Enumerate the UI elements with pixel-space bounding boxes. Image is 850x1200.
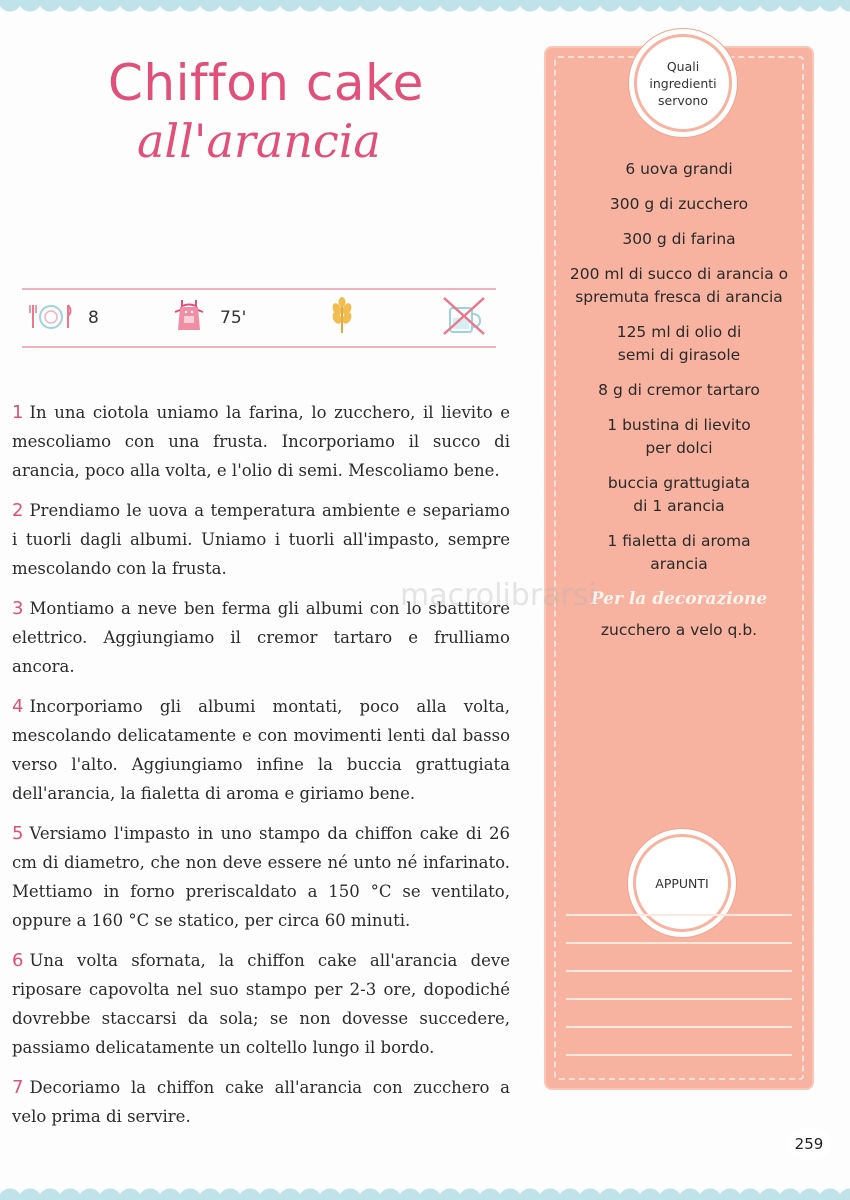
notes-lines [566, 914, 792, 1082]
plate-icon [28, 301, 74, 335]
servings-info [28, 290, 99, 346]
step-1: 1 In una ciotola uniamo la farina, lo zucchero, il lievito e mescoliamo con una frusta. Incorporiamo il succo di arancia, poco alla volta, e l'olio di semi. Mescoliamo bene. [12, 402, 510, 480]
watermark: macrolibrarsi [400, 578, 597, 613]
info-bar [22, 288, 496, 348]
decoration-item: zucchero a velo q.b. [600, 621, 758, 639]
gluten-info [328, 290, 356, 346]
servings-count: 8 [88, 308, 99, 328]
ingredients-badge: Quali ingredienti servono [634, 34, 732, 132]
step-5: 5 Versiamo l'impasto in uno stampo da chiffon cake di 26 cm di diametro, che non deve essere né unto né infarinato. Mettiamo in forno preriscaldato a 150 °C se ventilato, oppure a 160 °C se statico, per circa 60 minuti. [12, 823, 510, 930]
step-3: 3 Montiamo a neve ben ferma gli albumi con lo sbattitore elettrico. Aggiungiamo il cremor tartaro e frulliamo ancora. [12, 598, 510, 676]
ingredient-item: 125 ml di olio di semi di girasole [616, 323, 742, 364]
ingredients-card [546, 48, 812, 1088]
time-info [172, 290, 246, 346]
page-number: 259 [786, 1128, 832, 1160]
ingredient-item: 300 g di zucchero [609, 195, 749, 213]
ingredient-item: 1 fialetta di aroma arancia [607, 532, 751, 573]
ingredient-item: 6 uova grandi [625, 160, 733, 178]
apron-icon [172, 298, 206, 338]
ingredient-item: 200 ml di succo di arancia o spremuta fresca di arancia [569, 265, 789, 306]
step-2: 2 Prendiamo le uova a temperatura ambiente e separiamo i tuorli dagli albumi. Uniamo i tuorli all'impasto, sempre mescolando con la frusta. [12, 500, 510, 578]
top-border [0, 0, 850, 22]
step-6: 6 Una volta sfornata, la chiffon cake all'arancia deve riposare capovolta nel suo stampo per 2-3 ore, dopodiché dovrebbe staccarsi da sola; se non dovesse succedere, passiamo delicatamente un coltello lungo il bordo. [12, 950, 510, 1057]
decoration-title: Per la decorazione [590, 589, 768, 609]
ingredient-item: 8 g di cremor tartaro [598, 381, 760, 399]
recipe-title: Chiffon cake [108, 54, 424, 112]
ingredient-item: 1 bustina di lievito per dolci [607, 416, 751, 457]
no-lactose-info [440, 290, 488, 346]
wheat-icon [328, 297, 356, 339]
notes-badge: APPUNTI [633, 834, 731, 932]
bottom-border [0, 1178, 850, 1200]
ingredient-item: buccia grattugiata di 1 arancia [607, 474, 751, 515]
time-value: 75' [220, 308, 247, 328]
recipe-steps [12, 398, 510, 1142]
recipe-subtitle: all'arancia [137, 114, 381, 168]
ingredient-item: 300 g di farina [622, 230, 736, 248]
step-4: 4 Incorporiamo gli albumi montati, poco alla volta, mescolando delicatamente e con movimenti lenti dal basso verso l'alto. Aggiungiamo infine la buccia grattugiata dell'arancia, la fialetta di aroma e giriamo bene. [12, 696, 510, 803]
step-7: 7 Decoriamo la chiffon cake all'arancia con zucchero a velo prima di servire. [12, 1077, 510, 1126]
no-milk-icon [440, 294, 488, 342]
